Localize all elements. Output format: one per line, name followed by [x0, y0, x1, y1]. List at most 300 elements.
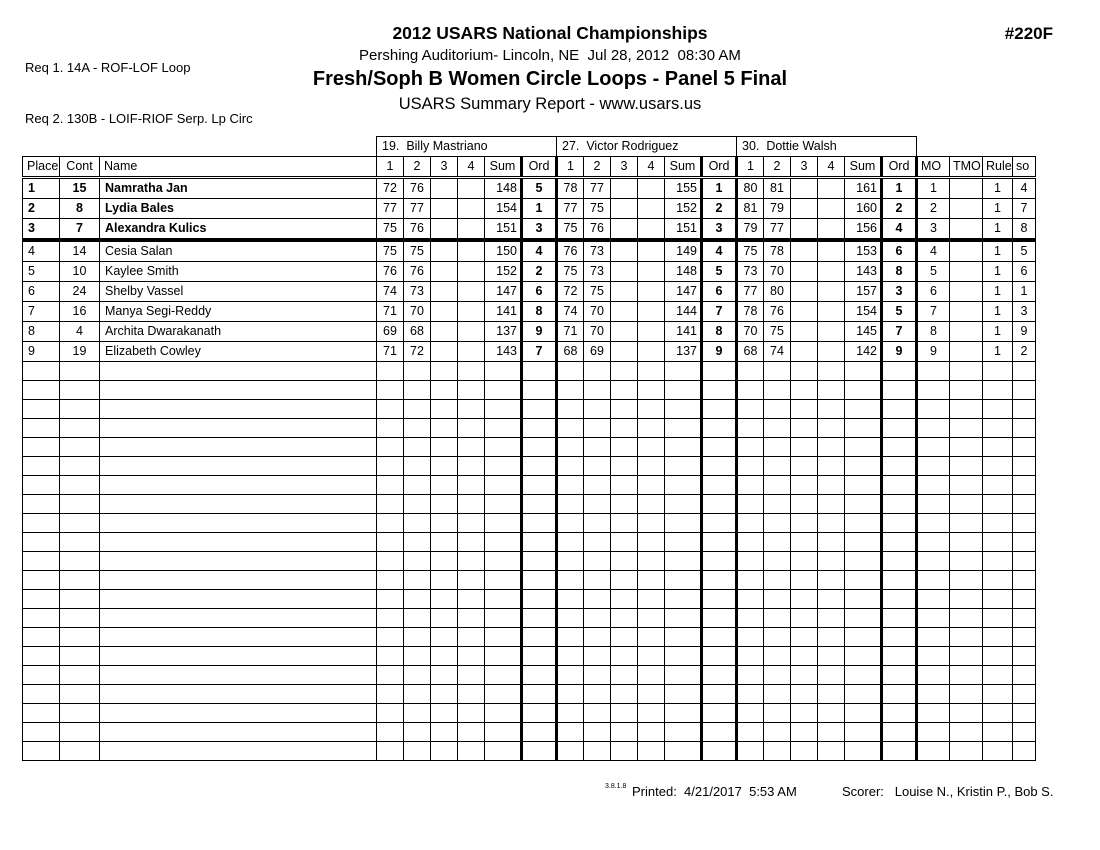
cell-ordinal	[522, 723, 557, 742]
cell-score	[737, 495, 764, 514]
judge-name-3: 30. Dottie Walsh	[737, 137, 917, 157]
cell-score	[431, 647, 458, 666]
cell-score	[431, 199, 458, 219]
cell-score	[458, 302, 485, 322]
cell-ordinal: 2	[522, 262, 557, 282]
cell-score	[557, 552, 584, 571]
cell-score	[557, 495, 584, 514]
cell-mo	[917, 400, 950, 419]
cell-sum: 153	[845, 240, 882, 262]
cell-tmo	[950, 723, 983, 742]
cell-so: 4	[1013, 178, 1036, 199]
cell-score: 75	[764, 322, 791, 342]
cell-place	[23, 723, 60, 742]
cell-score	[584, 685, 611, 704]
cell-score	[791, 457, 818, 476]
cell-score	[404, 419, 431, 438]
cell-score	[737, 533, 764, 552]
cell-score	[404, 533, 431, 552]
cell-score	[584, 628, 611, 647]
col-header-2: 2	[404, 157, 431, 178]
cell-so: 8	[1013, 219, 1036, 241]
cell-sum	[665, 495, 702, 514]
footer-version: 3.8.1.8	[605, 783, 627, 790]
cell-score	[818, 219, 845, 241]
cell-score	[611, 219, 638, 241]
cell-ordinal	[522, 476, 557, 495]
cell-score	[458, 342, 485, 362]
table-row-empty	[23, 400, 1036, 419]
table-row	[23, 322, 1036, 342]
cell-score: 77	[377, 199, 404, 219]
cell-score	[377, 571, 404, 590]
cell-sum	[665, 647, 702, 666]
cell-so	[1013, 438, 1036, 457]
cell-ordinal: 2	[882, 199, 917, 219]
cell-score	[377, 400, 404, 419]
cell-score: 74	[557, 302, 584, 322]
cell-name	[100, 685, 377, 704]
cell-tmo	[950, 342, 983, 362]
cell-place: 1	[23, 178, 60, 199]
cell-score	[584, 476, 611, 495]
cell-score	[431, 381, 458, 400]
cell-so: 6	[1013, 262, 1036, 282]
cell-mo	[917, 590, 950, 609]
cell-score	[404, 495, 431, 514]
cell-mo	[917, 362, 950, 381]
cell-ordinal	[882, 590, 917, 609]
cell-score	[404, 457, 431, 476]
cell-so	[1013, 533, 1036, 552]
cell-ordinal	[882, 514, 917, 533]
table-row-empty	[23, 666, 1036, 685]
cell-tmo	[950, 240, 983, 262]
table-row-empty	[23, 742, 1036, 761]
cell-ordinal	[882, 628, 917, 647]
cell-score	[791, 400, 818, 419]
cell-score	[584, 552, 611, 571]
col-header-2: 2	[584, 157, 611, 178]
cell-sum	[845, 590, 882, 609]
cell-score	[404, 723, 431, 742]
cell-score	[458, 400, 485, 419]
table-row-empty	[23, 685, 1036, 704]
col-header-rule: Rule	[983, 157, 1013, 178]
cell-score: 76	[557, 240, 584, 262]
cell-name: Kaylee Smith	[100, 262, 377, 282]
cell-name	[100, 590, 377, 609]
cell-score	[458, 457, 485, 476]
cell-score	[611, 400, 638, 419]
cell-ordinal	[522, 571, 557, 590]
table-row	[23, 240, 1036, 262]
cell-so: 1	[1013, 282, 1036, 302]
cell-score	[791, 666, 818, 685]
cell-score	[584, 438, 611, 457]
cell-score	[638, 240, 665, 262]
cell-score	[431, 400, 458, 419]
cell-sum	[485, 419, 522, 438]
cell-name: Manya Segi-Reddy	[100, 302, 377, 322]
cell-score	[638, 495, 665, 514]
cell-sum: 156	[845, 219, 882, 241]
cell-score	[764, 400, 791, 419]
cell-score	[431, 590, 458, 609]
cell-sum	[845, 457, 882, 476]
cell-cont	[60, 571, 100, 590]
cell-score	[584, 533, 611, 552]
cell-sum: 137	[665, 342, 702, 362]
table-row-empty	[23, 495, 1036, 514]
cell-score	[791, 609, 818, 628]
cell-score	[404, 609, 431, 628]
cell-score: 73	[737, 262, 764, 282]
cell-sum	[845, 552, 882, 571]
cell-score	[611, 302, 638, 322]
cell-ordinal: 1	[522, 199, 557, 219]
cell-score	[818, 302, 845, 322]
cell-score	[557, 704, 584, 723]
cell-score	[737, 476, 764, 495]
cell-score	[404, 400, 431, 419]
cell-score	[818, 240, 845, 262]
cell-name	[100, 609, 377, 628]
cell-place	[23, 400, 60, 419]
cell-so	[1013, 571, 1036, 590]
cell-sum: 143	[485, 342, 522, 362]
cell-so	[1013, 685, 1036, 704]
cell-score: 81	[737, 199, 764, 219]
cell-so	[1013, 704, 1036, 723]
cell-rule	[983, 647, 1013, 666]
cell-score: 76	[404, 219, 431, 241]
cell-mo	[917, 628, 950, 647]
results-table	[22, 136, 1036, 761]
cell-sum	[845, 514, 882, 533]
cell-score	[818, 381, 845, 400]
cell-ordinal	[882, 666, 917, 685]
venue-line: Pershing Auditorium- Lincoln, NE Jul 28, 2012 08:30 AM	[359, 47, 741, 64]
cell-score	[791, 381, 818, 400]
cell-place	[23, 742, 60, 761]
cell-sum: 145	[845, 322, 882, 342]
cell-sum	[485, 438, 522, 457]
cell-score: 80	[764, 282, 791, 302]
cell-score	[557, 723, 584, 742]
cell-mo: 7	[917, 302, 950, 322]
cell-score: 77	[764, 219, 791, 241]
cell-tmo	[950, 609, 983, 628]
table-row-empty	[23, 723, 1036, 742]
cell-mo	[917, 723, 950, 742]
cell-ordinal	[522, 533, 557, 552]
cell-score	[791, 476, 818, 495]
cell-score	[638, 219, 665, 241]
cell-place: 4	[23, 240, 60, 262]
col-header-ord: Ord	[702, 157, 737, 178]
cell-sum	[665, 571, 702, 590]
cell-score	[764, 628, 791, 647]
cell-score	[818, 438, 845, 457]
cell-score	[557, 362, 584, 381]
cell-score: 76	[764, 302, 791, 322]
cell-score	[737, 514, 764, 533]
cell-score	[377, 495, 404, 514]
cell-sum	[845, 704, 882, 723]
cell-ordinal	[882, 381, 917, 400]
cell-name	[100, 533, 377, 552]
col-header-3: 3	[431, 157, 458, 178]
cell-score: 68	[404, 322, 431, 342]
cell-score	[377, 438, 404, 457]
col-header-1: 1	[557, 157, 584, 178]
cell-ordinal	[702, 571, 737, 590]
cell-tmo	[950, 685, 983, 704]
cell-score	[431, 571, 458, 590]
cell-score	[557, 419, 584, 438]
cell-place	[23, 628, 60, 647]
cell-score: 81	[764, 178, 791, 199]
cell-score	[404, 552, 431, 571]
cell-score	[638, 199, 665, 219]
cell-so	[1013, 552, 1036, 571]
table-row-empty	[23, 590, 1036, 609]
cell-mo	[917, 704, 950, 723]
cell-so: 2	[1013, 342, 1036, 362]
cell-sum: 160	[845, 199, 882, 219]
cell-sum: 151	[485, 219, 522, 241]
cell-score: 75	[557, 262, 584, 282]
cell-sum	[845, 571, 882, 590]
cell-sum: 141	[485, 302, 522, 322]
cell-ordinal: 3	[702, 219, 737, 241]
judge-header-spacer	[23, 137, 377, 157]
cell-score	[431, 495, 458, 514]
cell-score: 75	[377, 219, 404, 241]
cell-score	[377, 590, 404, 609]
table-row	[23, 282, 1036, 302]
cell-score	[737, 666, 764, 685]
col-header-2: 2	[764, 157, 791, 178]
cell-score	[431, 685, 458, 704]
table-row	[23, 302, 1036, 322]
cell-score	[458, 178, 485, 199]
cell-tmo	[950, 476, 983, 495]
cell-score	[791, 240, 818, 262]
cell-score: 72	[404, 342, 431, 362]
cell-score	[638, 342, 665, 362]
cell-cont	[60, 476, 100, 495]
cell-ordinal: 9	[882, 342, 917, 362]
cell-score	[458, 742, 485, 761]
cell-place	[23, 704, 60, 723]
cell-score	[458, 704, 485, 723]
cell-score	[377, 685, 404, 704]
cell-sum	[485, 704, 522, 723]
cell-score	[431, 282, 458, 302]
cell-ordinal	[702, 476, 737, 495]
cell-sum	[485, 628, 522, 647]
cell-score	[638, 742, 665, 761]
cell-rule: 1	[983, 322, 1013, 342]
cell-name: Cesia Salan	[100, 240, 377, 262]
cell-score	[377, 666, 404, 685]
cell-so	[1013, 400, 1036, 419]
cell-score: 76	[404, 178, 431, 199]
cell-ordinal: 5	[522, 178, 557, 199]
cell-sum: 149	[665, 240, 702, 262]
cell-ordinal	[522, 419, 557, 438]
cell-rule	[983, 552, 1013, 571]
cell-score	[638, 362, 665, 381]
cell-score	[458, 628, 485, 647]
cell-sum	[485, 590, 522, 609]
cell-ordinal	[522, 685, 557, 704]
cell-score	[818, 362, 845, 381]
cell-score	[458, 723, 485, 742]
cell-score	[818, 571, 845, 590]
cell-tmo	[950, 704, 983, 723]
cell-score	[764, 419, 791, 438]
cell-sum: 161	[845, 178, 882, 199]
cell-score: 69	[377, 322, 404, 342]
cell-cont	[60, 533, 100, 552]
cell-place: 7	[23, 302, 60, 322]
table-row-empty	[23, 628, 1036, 647]
cell-score	[764, 533, 791, 552]
column-header-row	[23, 157, 1036, 178]
cell-rule: 1	[983, 302, 1013, 322]
cell-score	[638, 400, 665, 419]
cell-score	[611, 457, 638, 476]
cell-score	[611, 362, 638, 381]
cell-score	[611, 342, 638, 362]
cell-score	[818, 419, 845, 438]
cell-sum: 147	[485, 282, 522, 302]
cell-score	[818, 723, 845, 742]
cell-score	[764, 704, 791, 723]
cell-score	[458, 240, 485, 262]
cell-place	[23, 381, 60, 400]
cell-score	[557, 647, 584, 666]
cell-ordinal	[702, 419, 737, 438]
cell-score	[431, 476, 458, 495]
cell-score	[611, 322, 638, 342]
cell-score	[791, 178, 818, 199]
cell-name	[100, 419, 377, 438]
cell-score	[638, 514, 665, 533]
cell-score: 77	[584, 178, 611, 199]
cell-sum	[485, 571, 522, 590]
cell-score	[611, 609, 638, 628]
cell-score	[638, 262, 665, 282]
table-row-empty	[23, 609, 1036, 628]
cell-rule	[983, 476, 1013, 495]
cell-ordinal: 4	[882, 219, 917, 241]
cell-mo	[917, 533, 950, 552]
cell-sum	[665, 362, 702, 381]
cell-ordinal	[882, 552, 917, 571]
cell-cont	[60, 685, 100, 704]
cell-score	[431, 723, 458, 742]
cell-score	[458, 666, 485, 685]
cell-ordinal: 7	[882, 322, 917, 342]
table-row-empty	[23, 704, 1036, 723]
cell-tmo	[950, 219, 983, 241]
cell-ordinal	[702, 742, 737, 761]
cell-sum	[485, 533, 522, 552]
cell-sum	[485, 495, 522, 514]
cell-ordinal	[522, 552, 557, 571]
cell-score	[377, 552, 404, 571]
cell-name	[100, 400, 377, 419]
cell-rule: 1	[983, 262, 1013, 282]
cell-score	[737, 723, 764, 742]
cell-sum	[485, 362, 522, 381]
cell-score	[377, 647, 404, 666]
cell-score	[791, 219, 818, 241]
cell-so	[1013, 666, 1036, 685]
cell-score	[791, 342, 818, 362]
cell-ordinal	[522, 704, 557, 723]
cell-sum	[485, 514, 522, 533]
cell-score: 77	[404, 199, 431, 219]
col-header-4: 4	[458, 157, 485, 178]
cell-tmo	[950, 262, 983, 282]
cell-place	[23, 590, 60, 609]
cell-ordinal	[702, 533, 737, 552]
cell-score	[458, 533, 485, 552]
cell-score	[404, 381, 431, 400]
cell-sum: 157	[845, 282, 882, 302]
cell-place	[23, 571, 60, 590]
cell-score	[638, 381, 665, 400]
cell-sum	[665, 609, 702, 628]
cell-score	[404, 685, 431, 704]
cell-ordinal: 3	[882, 282, 917, 302]
cell-score	[791, 262, 818, 282]
cell-score	[584, 381, 611, 400]
cell-place: 2	[23, 199, 60, 219]
cell-cont: 4	[60, 322, 100, 342]
cell-cont	[60, 609, 100, 628]
cell-score	[764, 647, 791, 666]
cell-rule	[983, 438, 1013, 457]
cell-score	[377, 704, 404, 723]
table-row-empty	[23, 381, 1036, 400]
cell-ordinal	[702, 628, 737, 647]
cell-sum	[665, 552, 702, 571]
cell-score	[431, 552, 458, 571]
cell-place: 8	[23, 322, 60, 342]
cell-score	[404, 647, 431, 666]
cell-ordinal	[522, 590, 557, 609]
cell-score	[818, 514, 845, 533]
cell-mo	[917, 552, 950, 571]
cell-score	[458, 438, 485, 457]
cell-score	[638, 609, 665, 628]
cell-score	[431, 240, 458, 262]
cell-tmo	[950, 628, 983, 647]
cell-score	[791, 514, 818, 533]
cell-score: 70	[737, 322, 764, 342]
cell-sum	[665, 419, 702, 438]
cell-score	[818, 400, 845, 419]
cell-place	[23, 685, 60, 704]
cell-score	[638, 533, 665, 552]
cell-ordinal	[882, 457, 917, 476]
